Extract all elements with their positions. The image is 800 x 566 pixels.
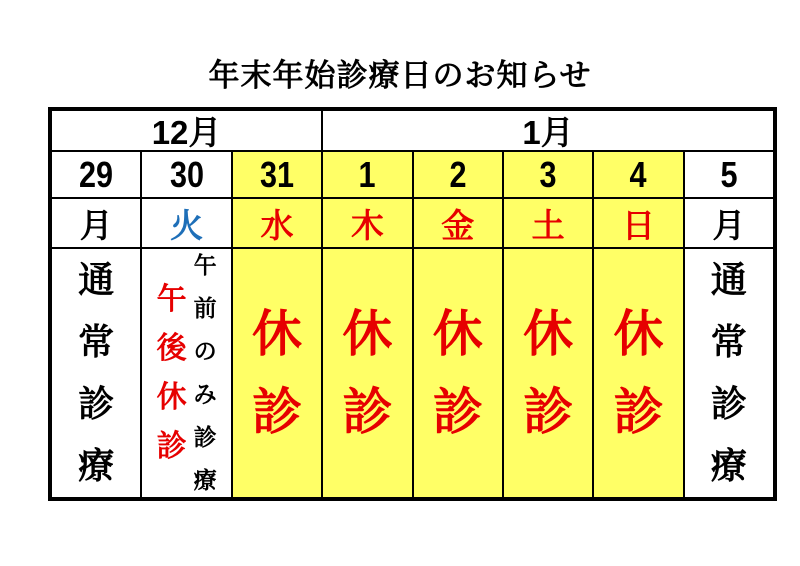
schedule-cell-jan5 bbox=[684, 248, 774, 498]
date-cell-dec29 bbox=[51, 151, 141, 198]
date-label: 2 bbox=[449, 153, 467, 195]
pm-closed-text: 午 後 休 診 bbox=[156, 282, 187, 463]
schedule-cell-dec29 bbox=[51, 248, 141, 498]
date-cell-dec31 bbox=[232, 151, 322, 198]
date-cell-jan4 bbox=[593, 151, 683, 198]
weekday-cell-thu: 木 bbox=[322, 198, 412, 248]
date-label: 31 bbox=[259, 153, 294, 195]
month-header-december: 12月 bbox=[51, 110, 322, 151]
am-only-text: 午 前 の み 診 療 bbox=[193, 252, 217, 493]
date-label: 29 bbox=[79, 153, 114, 195]
page-title: 年末年始診療日のお知らせ bbox=[208, 58, 592, 93]
weekday-cell-sat: 土 bbox=[503, 198, 593, 248]
closed-text: 休 診 bbox=[613, 306, 664, 440]
weekday-cell-wed: 水 bbox=[232, 198, 322, 248]
split-schedule bbox=[142, 249, 230, 497]
date-cell-jan3 bbox=[503, 151, 593, 198]
closed-text: 休 診 bbox=[251, 306, 302, 440]
weekday-cell-mon2: 月 bbox=[684, 198, 774, 248]
date-cell-jan2 bbox=[413, 151, 503, 198]
weekday-cell-sun: 日 bbox=[593, 198, 683, 248]
schedule-cell-jan2 bbox=[413, 248, 503, 498]
closed-text: 休 診 bbox=[432, 306, 483, 440]
schedule-cell-dec30 bbox=[141, 248, 231, 498]
schedule-cell-jan3 bbox=[503, 248, 593, 498]
date-label: 1 bbox=[358, 153, 376, 195]
schedule-cell-jan1 bbox=[322, 248, 412, 498]
date-cell-jan5 bbox=[684, 151, 774, 198]
month-header-january: 1月 bbox=[322, 110, 774, 151]
normal-care-text: 通 常 診 療 bbox=[710, 259, 747, 486]
date-label: 3 bbox=[539, 153, 557, 195]
closed-text: 休 診 bbox=[523, 306, 574, 440]
schedule-table bbox=[48, 107, 777, 501]
date-cell-dec30 bbox=[141, 151, 231, 198]
date-label: 4 bbox=[629, 153, 647, 195]
date-label: 30 bbox=[169, 153, 204, 195]
weekday-cell-mon: 月 bbox=[51, 198, 141, 248]
schedule-cell-dec31 bbox=[232, 248, 322, 498]
closed-text: 休 診 bbox=[342, 306, 393, 440]
normal-care-text: 通 常 診 療 bbox=[78, 259, 115, 486]
date-label: 5 bbox=[720, 153, 738, 195]
schedule-cell-jan4 bbox=[593, 248, 683, 498]
date-cell-jan1 bbox=[322, 151, 412, 198]
weekday-cell-fri: 金 bbox=[413, 198, 503, 248]
weekday-cell-tue: 火 bbox=[141, 198, 231, 248]
